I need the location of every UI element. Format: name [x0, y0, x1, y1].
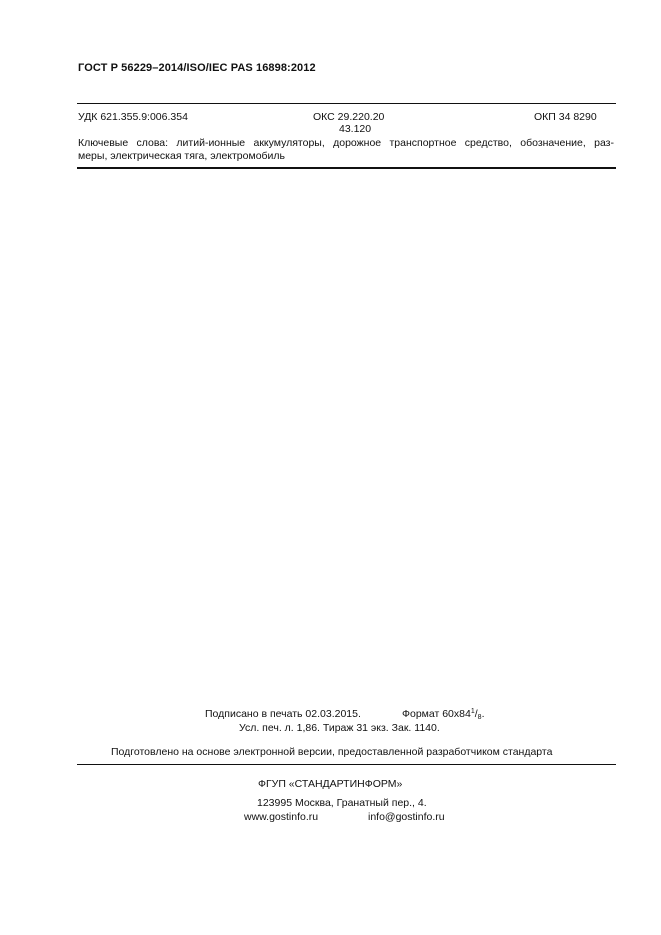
udk-code: УДК 621.355.9:006.354 [78, 111, 188, 123]
signed-date: Подписано в печать 02.03.2015. [205, 708, 361, 720]
keywords-divider [77, 167, 616, 169]
format-numerator: 1 [470, 708, 475, 715]
keywords [78, 137, 614, 163]
publisher-website[interactable]: www.gostinfo.ru [244, 811, 319, 823]
top-divider [77, 103, 616, 104]
format-end: . [481, 708, 485, 720]
prepared-note: Подготовлено на основе электронной версии, предоставленной разработчиком стандарта [111, 746, 553, 758]
standard-designation: ГОСТ Р 56229–2014/ISO/IEC PAS 16898:2012 [78, 62, 316, 74]
oks-code-2: 43.120 [339, 123, 372, 135]
keywords-line-2: меры, электрическая тяга, электромобиль [78, 150, 286, 162]
publisher-name: ФГУП «СТАНДАРТИНФОРМ» [258, 778, 403, 790]
publisher-address: 123995 Москва, Гранатный пер., 4. [257, 797, 427, 809]
format-slash: / [474, 708, 478, 720]
publisher-email[interactable]: info@gostinfo.ru [368, 811, 445, 823]
bottom-divider [77, 764, 616, 765]
format-denominator: 8 [477, 714, 482, 721]
format-prefix: Формат 60x84 [402, 708, 471, 720]
keywords-line-1: Ключевые слова: литий-ионные аккумуляторы, дорожное транспортное средство, обозначение, раз- [78, 137, 614, 149]
okp-code: ОКП 34 8290 [534, 111, 597, 123]
format-info [402, 708, 484, 721]
oks-code-1: ОКС 29.220.20 [313, 111, 385, 123]
print-sheets: Усл. печ. л. 1,86. Тираж 31 экз. Зак. 1140. [239, 722, 440, 734]
